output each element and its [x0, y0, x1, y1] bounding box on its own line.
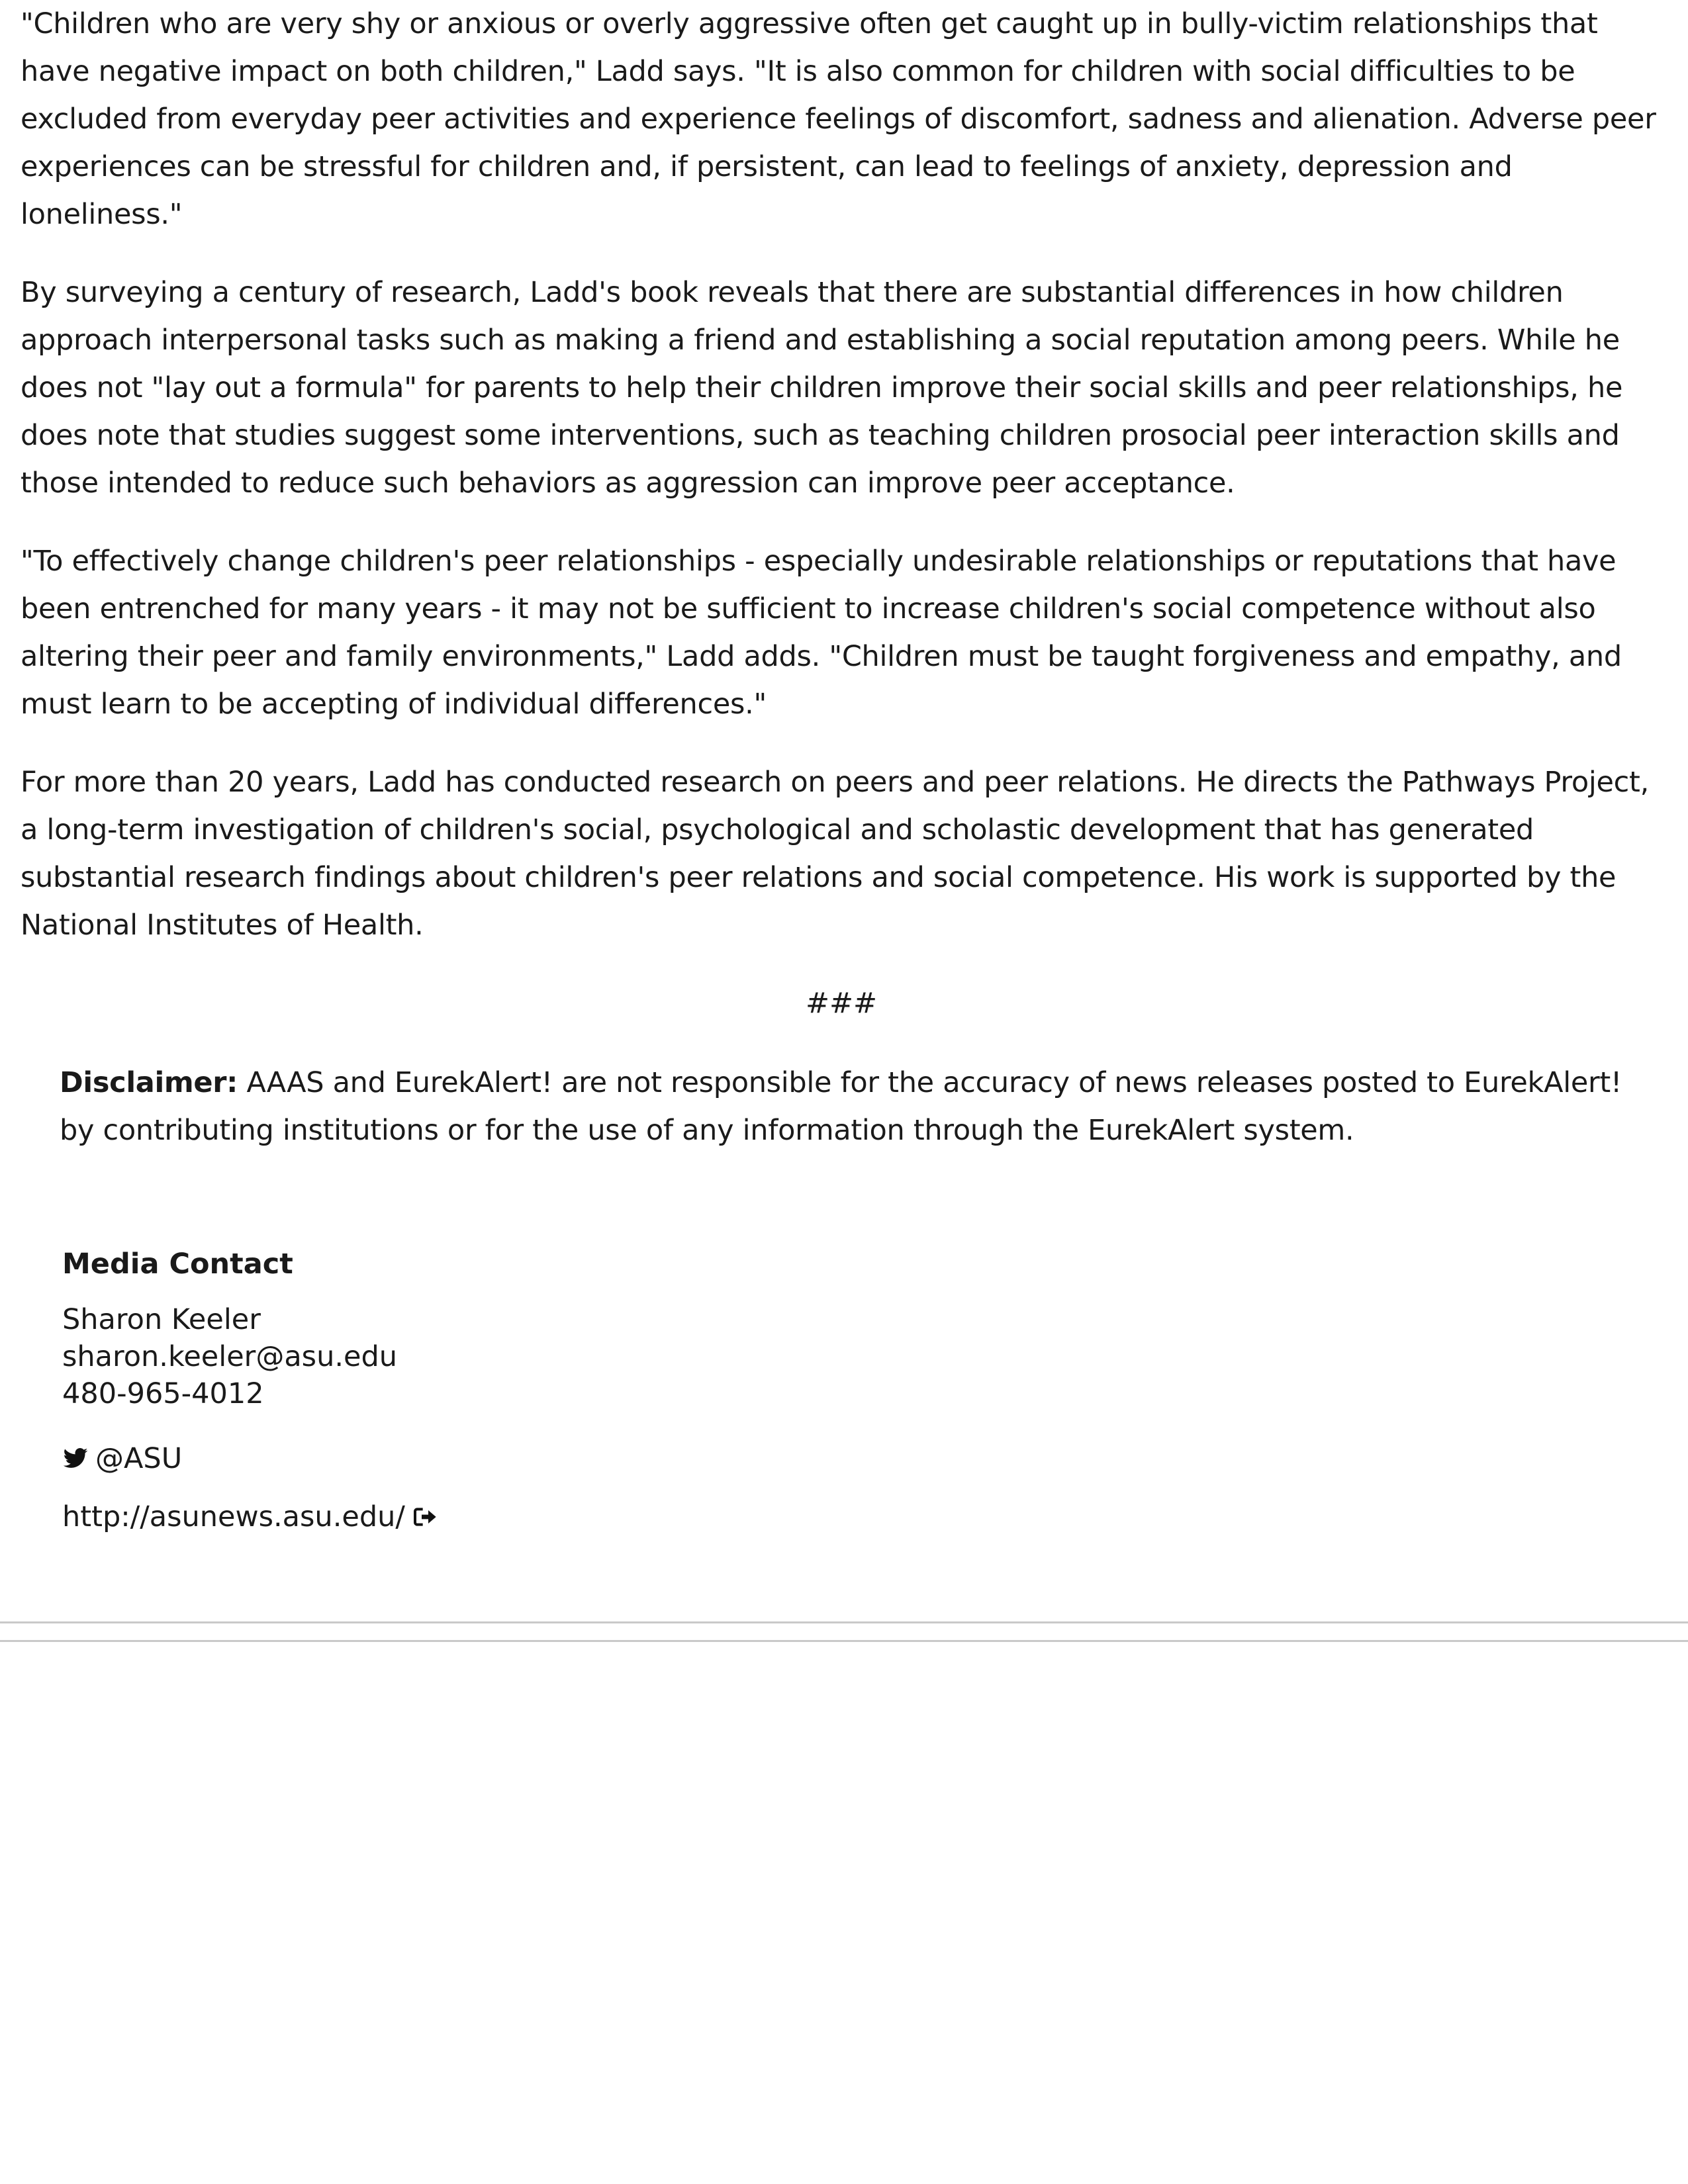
- article-paragraph: For more than 20 years, Ladd has conducted research on peers and peer relations. He directs the Pathways Project, a long-term investigation of children's social, psychological and scholastic development that has generated substantial research findings about children's peer relations and social competence. His work is supported by the National Institutes of Health.: [21, 766, 1649, 942]
- contact-email-link[interactable]: sharon.keeler@asu.edu: [62, 1340, 398, 1373]
- article-paragraph: "To effectively change children's peer relationships - especially undesirable relationships or reputations that have been entrenched for many years - it may not be sufficient to increase children's social competence without also altering their peer and family environments," Ladd adds. "Children must be taught forgiveness and empathy, and must learn to be accepting of individual differences.": [21, 545, 1622, 721]
- disclaimer-text: AAAS and EurekAlert! are not responsible for the accuracy of news releases posted to EurekAlert! by contributing institutions or for the use of any information through the EurekAlert system.: [60, 1066, 1622, 1147]
- media-contact-heading: Media Contact: [62, 1248, 293, 1281]
- article-body: [21, 0, 1662, 1027]
- contact-name: Sharon Keeler: [62, 1303, 261, 1336]
- twitter-handle: @ASU: [95, 1442, 183, 1475]
- external-link-icon: [412, 1504, 438, 1530]
- media-contact: [62, 1244, 438, 1537]
- article-paragraph: By surveying a century of research, Ladd's book reveals that there are substantial differences in how children approach interpersonal tasks such as making a friend and establishing a social reputation among peers. While he does not "lay out a formula" for parents to help their children improve their social skills and peer relationships, he does note that studies suggest some interventions, such as teaching children prosocial peer interaction skills and those intended to reduce such behaviors as aggression can improve peer acceptance.: [21, 276, 1623, 500]
- twitter-link[interactable]: [62, 1439, 438, 1479]
- end-separator: ###: [805, 987, 878, 1020]
- twitter-icon: [62, 1445, 89, 1472]
- disclaimer-label: Disclaimer:: [60, 1066, 238, 1099]
- website-url: http://asunews.asu.edu/: [62, 1500, 405, 1533]
- article-paragraph: "Children who are very shy or anxious or overly aggressive often get caught up in bully-victim relationships that have negative impact on both children," Ladd says. "It is also common for children with social difficulties to be excluded from everyday peer activities and experience feelings of discomfort, sadness and alienation. Adverse peer experiences can be stressful for children and, if persistent, can lead to feelings of anxiety, depression and loneliness.": [21, 7, 1656, 231]
- disclaimer: [60, 1059, 1648, 1154]
- contact-phone: 480-965-4012: [62, 1377, 264, 1410]
- website-link[interactable]: [62, 1497, 438, 1537]
- footer-divider-bottom: [0, 1640, 1688, 1642]
- footer-divider-top: [0, 1621, 1688, 1623]
